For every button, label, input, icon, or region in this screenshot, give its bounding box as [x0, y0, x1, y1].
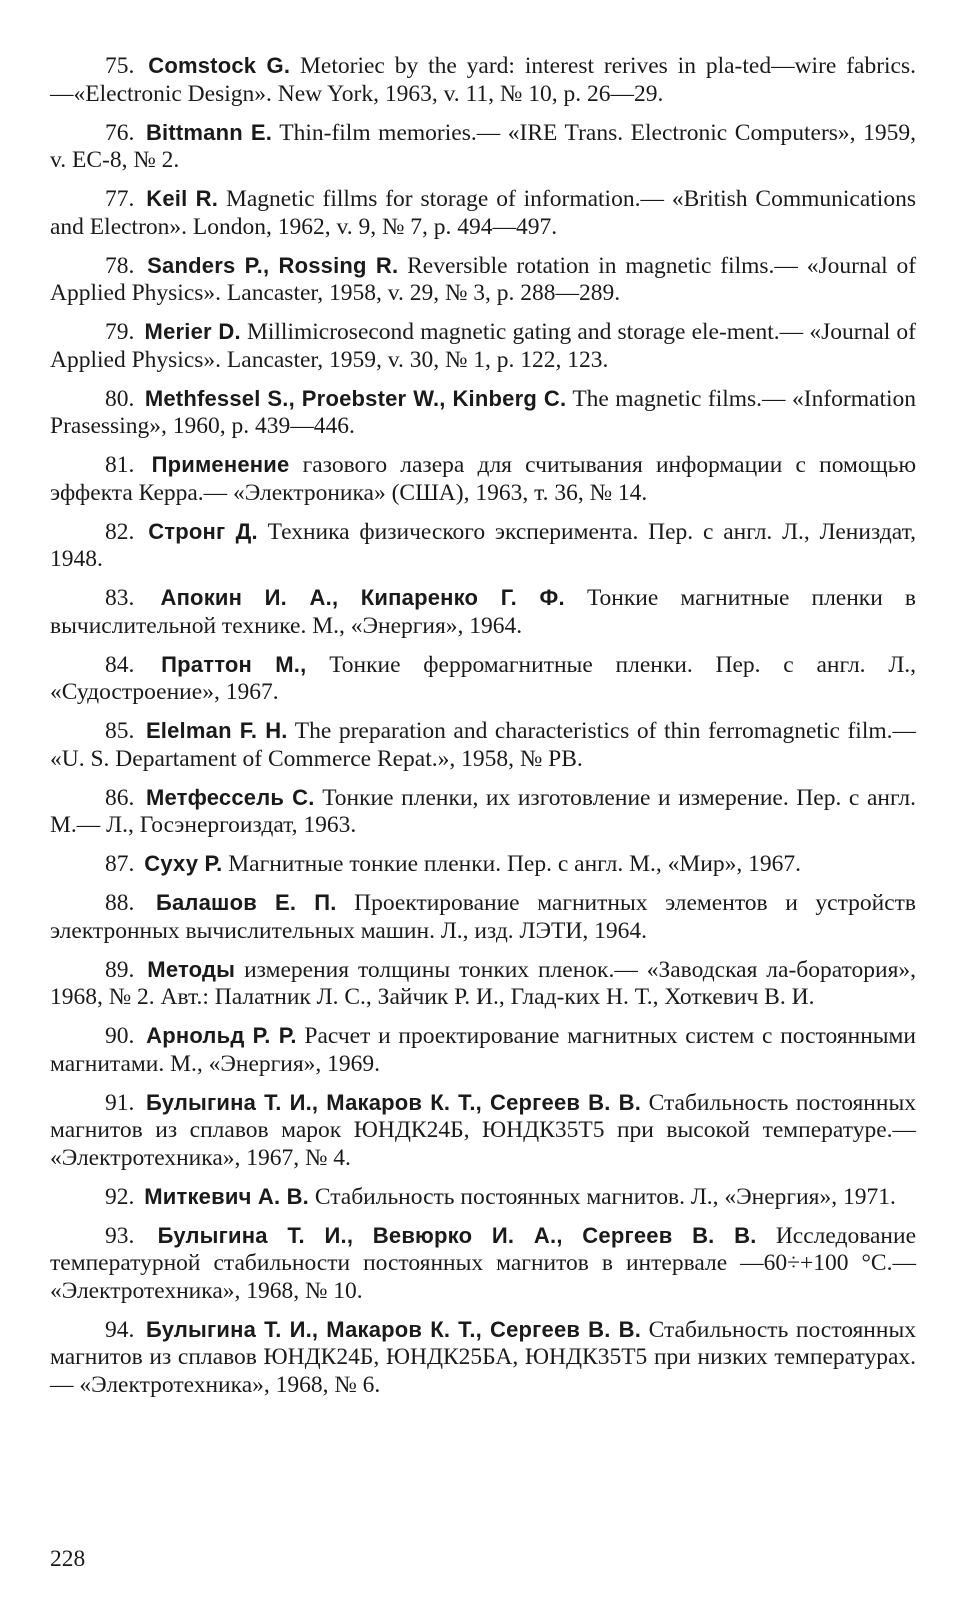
reference-author: Миткевич А. В.	[144, 1183, 309, 1209]
reference-item	[50, 584, 916, 640]
reference-text: Стабильность постоянных магнитов из сплавов ЮНДК24Б, ЮНДК25БА, ЮНДК35Т5 при низких температурах.— «Электротехника», 1968, № 6.	[50, 1316, 916, 1398]
reference-author: Праттон М.,	[161, 651, 307, 677]
reference-text: The magnetic films.— «Information Prasessing», 1960, p. 439—446.	[50, 385, 917, 439]
reference-text: Thin-film memories.— «IRE Trans. Electronic Computers», 1959, v. EC-8, № 2.	[50, 119, 916, 173]
reference-text: Проектирование магнитных элементов и устройств электронных вычислительных машин. Л., изд. ЛЭТИ, 1964.	[50, 890, 917, 944]
reference-text: Расчет и проектирование магнитных систем с постоянными магнитами. М., «Энергия», 1969.	[50, 1023, 917, 1077]
reference-author: Comstock G.	[148, 53, 291, 78]
reference-item	[50, 651, 916, 707]
reference-author: Sanders P., Rossing R.	[147, 252, 399, 278]
reference-item	[50, 185, 916, 241]
reference-author: Применение	[151, 452, 290, 477]
reference-text: Стабильность постоянных магнитов из сплавов марок ЮНДК24Б, ЮНДК35Т5 при высокой температуре.— «Электротехника», 1967, № 4.	[50, 1089, 916, 1171]
reference-text: Стабильность постоянных магнитов. Л., «Энергия», 1971.	[314, 1183, 896, 1210]
reference-number: 93.	[105, 1222, 135, 1249]
reference-item	[50, 784, 916, 840]
reference-item	[50, 518, 916, 574]
reference-author: Bittmann E.	[145, 119, 273, 145]
reference-number: 84.	[105, 651, 135, 678]
reference-item	[50, 252, 916, 308]
reference-number: 77.	[105, 186, 135, 212]
reference-number: 88.	[105, 890, 135, 916]
reference-text: Magnetic fillms for storage of information.— «British Communications and Electron». London, 1962, v. 9, № 7, p. 494—497.	[50, 186, 916, 240]
reference-item	[50, 889, 916, 945]
reference-item	[50, 1183, 916, 1212]
reference-text: Millimicrosecond magnetic gating and storage ele-ment.— «Journal of Applied Physics». Lancaster, 1959, v. 30, № 1, p. 122, 123.	[50, 319, 916, 373]
reference-text: Магнитные тонкие пленки. Пер. с англ. М., «Мир», 1967.	[228, 851, 801, 877]
reference-number: 75.	[105, 53, 135, 79]
reference-number: 82.	[105, 518, 135, 545]
reference-author: Апокин И. А., Кипаренко Г. Ф.	[160, 585, 565, 610]
reference-text: газового лазера для считывания информации с помощью эффекта Керра.— «Электроника» (США), 1963, т. 36, № 14.	[50, 452, 917, 506]
reference-item	[50, 119, 916, 175]
reference-item	[50, 1316, 916, 1400]
reference-number: 87.	[105, 851, 135, 877]
page-number: 228	[50, 1546, 86, 1572]
reference-item	[50, 1022, 916, 1078]
reference-item	[50, 1089, 916, 1173]
reference-number: 83.	[105, 585, 135, 611]
reference-text: Техника физического эксперимента. Пер. с англ. Л., Лениздат, 1948.	[50, 518, 916, 572]
reference-number: 89.	[105, 956, 135, 983]
reference-number: 80.	[105, 385, 135, 412]
reference-text: Metoriec by the yard: interest rerives in pla-ted—wire fabrics.—«Electronic Design». New York, 1963, v. 11, № 10, p. 26—29.	[50, 53, 917, 107]
reference-item	[50, 956, 916, 1012]
reference-list	[50, 52, 916, 1410]
reference-number: 91.	[105, 1089, 135, 1116]
reference-author: Elelman F. H.	[145, 718, 288, 743]
reference-number: 81.	[105, 452, 135, 478]
reference-text: Тонкие магнитные пленки в вычислительной технике. М., «Энергия», 1964.	[50, 585, 916, 639]
reference-item	[50, 850, 916, 879]
reference-author: Метфессель С.	[145, 784, 315, 810]
reference-author: Балашов Е. П.	[155, 890, 337, 915]
reference-author: Merier D.	[144, 319, 241, 344]
reference-text: измерения толщины тонких пленок.— «Заводская ла-боратория», 1968, № 2. Авт.: Палатник Л. С., Зайчик Р. И., Глад-ких Н. Т., Хоткевич В. И.	[50, 956, 917, 1010]
reference-item	[50, 1222, 916, 1306]
reference-text: The preparation and characteristics of thin ferromagnetic film.— «U. S. Departament of Commerce Repat.», 1958, № PB.	[50, 718, 916, 772]
reference-author: Методы	[147, 956, 236, 982]
reference-author: Стронг Д.	[148, 518, 258, 544]
reference-number: 78.	[105, 252, 135, 279]
reference-text: Тонкие пленки, их изготовление и измерение. Пер. с англ. М.— Л., Госэнергоиздат, 1963.	[50, 784, 917, 838]
reference-item	[50, 717, 916, 773]
reference-text: Тонкие ферромагнитные пленки. Пер. с англ. Л., «Судостроение», 1967.	[50, 651, 917, 705]
reference-author: Арнольд Р. Р.	[146, 1023, 297, 1048]
reference-number: 90.	[105, 1023, 135, 1049]
reference-author: Суху Р.	[144, 851, 223, 876]
reference-text: Reversible rotation in magnetic films.— «Journal of Applied Physics». Lancaster, 1958, v. 29, № 3, p. 288—289.	[50, 252, 917, 306]
reference-number: 92.	[105, 1183, 135, 1210]
reference-number: 86.	[105, 784, 135, 811]
reference-item	[50, 318, 916, 374]
reference-author: Keil R.	[146, 186, 219, 211]
reference-text: Исследование температурной стабильности постоянных магнитов в интервале —60÷+100 °С.— «Электротехника», 1968, № 10.	[50, 1222, 917, 1304]
reference-number: 94.	[105, 1316, 135, 1343]
reference-item	[50, 52, 916, 108]
reference-author: Булыгина Т. И., Макаров К. Т., Сергеев В. В.	[145, 1089, 642, 1115]
reference-number: 79.	[105, 319, 135, 345]
reference-number: 85.	[105, 718, 135, 744]
reference-author: Булыгина Т. И., Макаров К. Т., Сергеев В. В.	[145, 1316, 642, 1342]
reference-author: Булыгина Т. И., Вевюрко И. А., Сергеев В. В.	[157, 1222, 757, 1248]
reference-item	[50, 385, 916, 441]
reference-number: 76.	[105, 119, 135, 146]
reference-item	[50, 451, 916, 507]
reference-author: Methfessel S., Proebster W., Kinberg C.	[144, 385, 567, 411]
